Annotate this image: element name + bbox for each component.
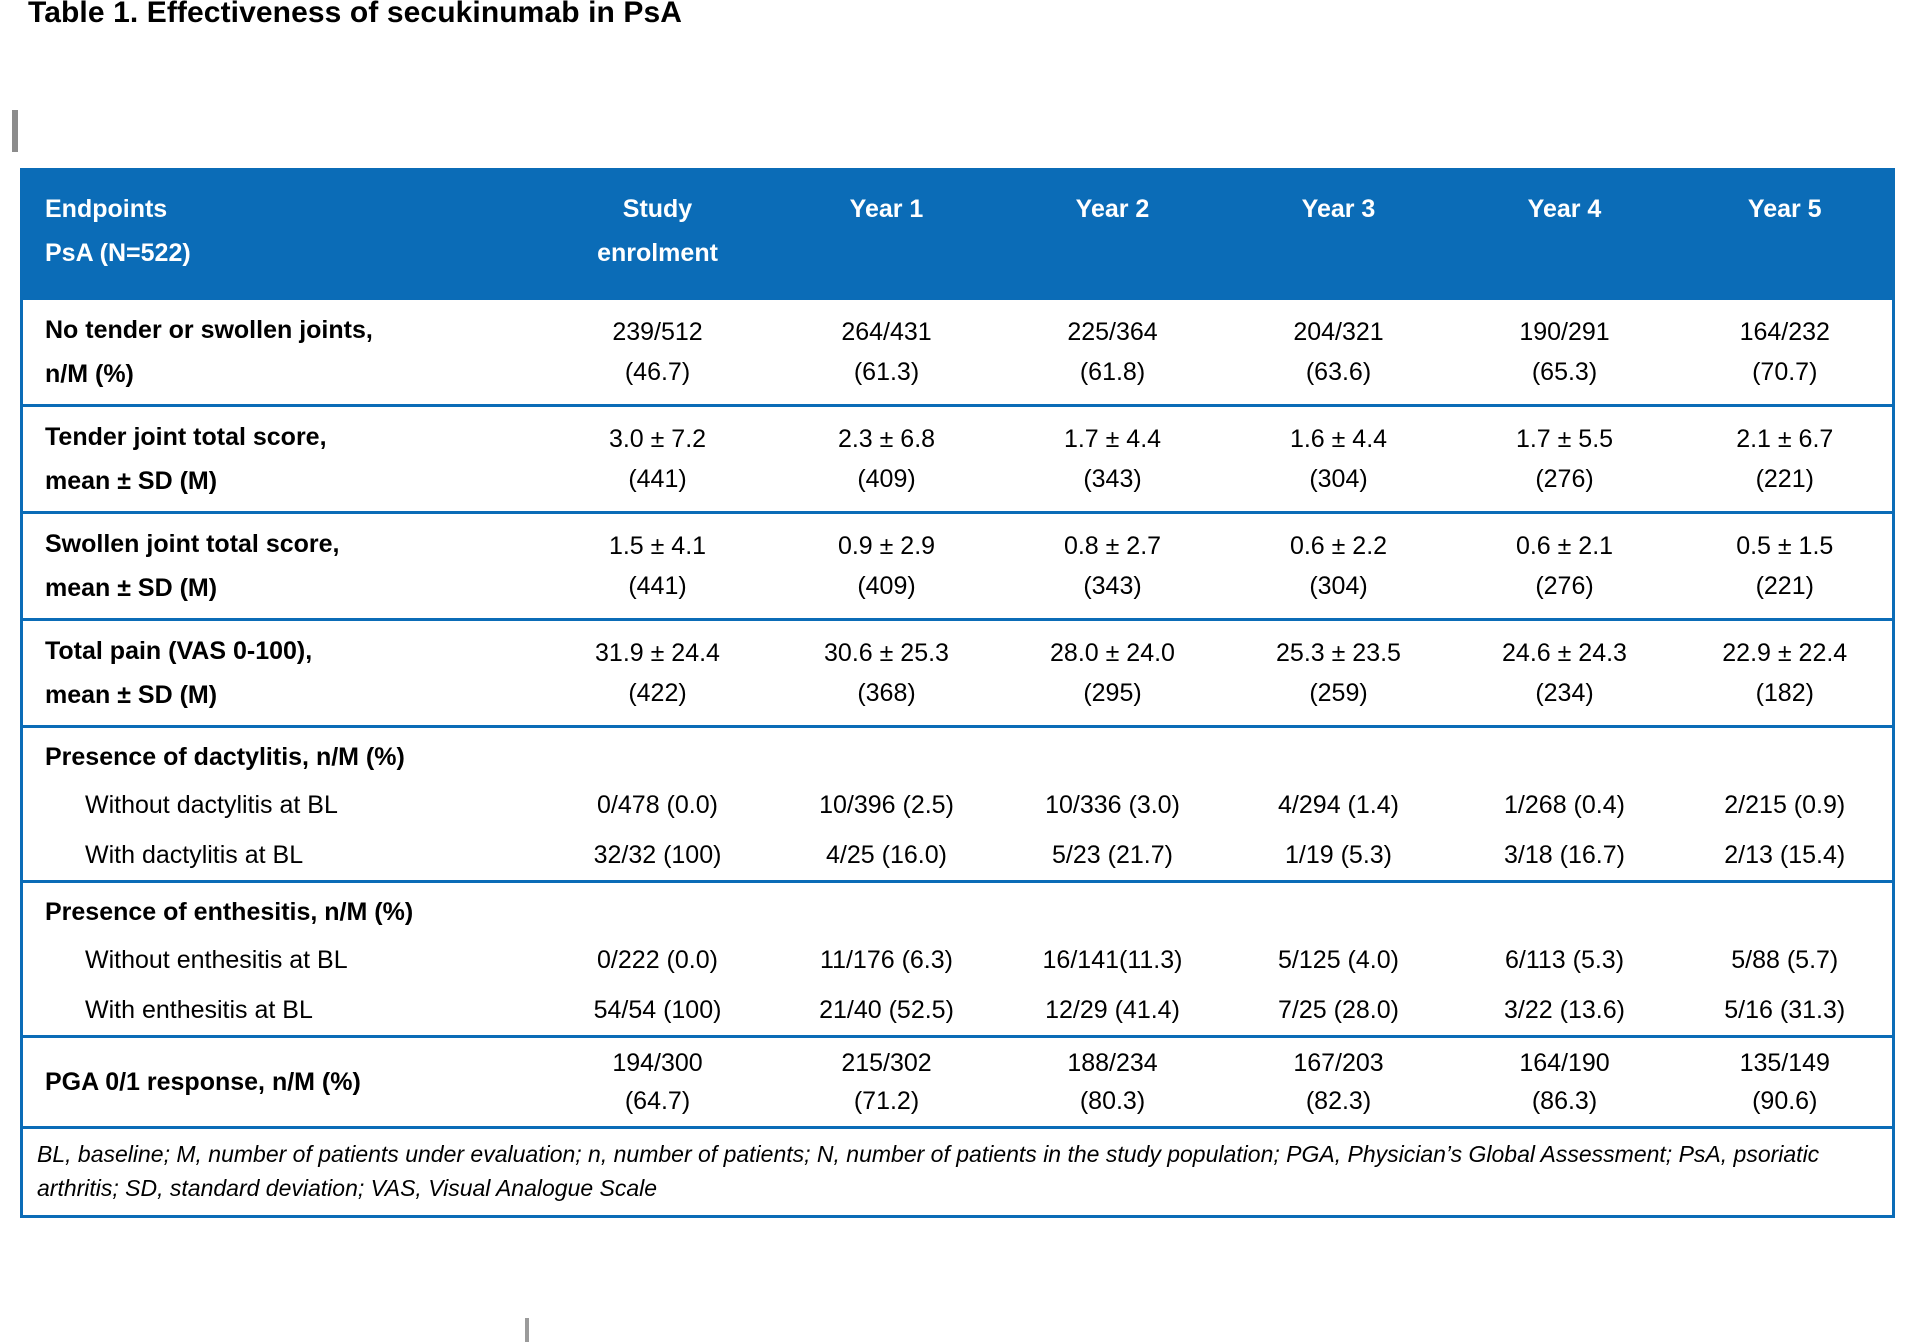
cell-value-primary: 204/321 xyxy=(1293,318,1384,346)
row-label-line1: Swollen joint total score, xyxy=(45,530,340,558)
column-header-year-2: Year 2 xyxy=(1000,170,1226,299)
table-cell: 11/176 (6.3) xyxy=(820,946,953,974)
table-cell: 5/16 (31.3) xyxy=(1724,996,1846,1024)
cell-value-secondary: (368) xyxy=(857,679,916,707)
row-label: With dactylitis at BL xyxy=(85,841,304,869)
table-cell xyxy=(1678,1037,1894,1128)
table-cell xyxy=(542,513,774,620)
cell-value-primary: 164/190 xyxy=(1519,1049,1610,1077)
column-header-year-3: Year 3 xyxy=(1226,170,1452,299)
table-cell: 7/25 (28.0) xyxy=(1278,996,1399,1024)
column-header-study-sub: enrolment xyxy=(597,239,718,267)
cell-value-primary: 2.1 ± 6.7 xyxy=(1736,425,1834,453)
table-footnote-row xyxy=(22,1128,1894,1217)
cell-value-primary: 30.6 ± 25.3 xyxy=(824,639,949,667)
cell-value-secondary: (71.2) xyxy=(853,1087,920,1115)
header-tick-mark xyxy=(1216,418,1219,442)
table-cell: 10/396 (2.5) xyxy=(819,791,954,819)
table-cell xyxy=(542,620,774,727)
cell-value-secondary: (65.3) xyxy=(1531,358,1598,386)
bottom-margin-tick xyxy=(525,1318,529,1342)
cell-value-secondary: (63.6) xyxy=(1305,358,1372,386)
cell-value-secondary: (276) xyxy=(1535,572,1594,600)
cell-value-secondary: (70.7) xyxy=(1752,358,1818,386)
table-cell xyxy=(1678,406,1894,513)
table-cell: 21/40 (52.5) xyxy=(819,996,954,1024)
cell-value-secondary: (422) xyxy=(628,679,687,707)
table-cell: 16/141(11.3) xyxy=(1042,946,1183,974)
cell-value-primary: 25.3 ± 23.5 xyxy=(1276,639,1401,667)
cell-value-primary: 22.9 ± 22.4 xyxy=(1722,639,1848,667)
table-cell: 5/125 (4.0) xyxy=(1278,946,1399,974)
cell-value-primary: 225/364 xyxy=(1067,318,1158,346)
table-cell xyxy=(1000,513,1226,620)
cell-value-secondary: (64.7) xyxy=(624,1087,691,1115)
table-row xyxy=(22,620,1894,727)
table-cell xyxy=(774,299,1000,406)
table-row xyxy=(22,1037,1894,1128)
table-cell xyxy=(1226,299,1452,406)
group-header-label: Presence of enthesitis, n/M (%) xyxy=(22,882,1894,936)
left-margin-rule xyxy=(12,110,18,152)
cell-value-primary: 164/232 xyxy=(1739,318,1830,346)
cell-value-primary: 0.8 ± 2.7 xyxy=(1063,532,1162,560)
table-cell xyxy=(1452,1037,1678,1128)
table-cell: 32/32 (100) xyxy=(593,841,722,869)
column-header-year-4: Year 4 xyxy=(1452,170,1678,299)
cell-value-secondary: (221) xyxy=(1755,465,1814,493)
table-cell: 1/19 (5.3) xyxy=(1284,841,1392,869)
cell-value-secondary: (276) xyxy=(1535,465,1594,493)
cell-value-primary: 0.9 ± 2.9 xyxy=(837,532,936,560)
table-cell xyxy=(774,1037,1000,1128)
cell-value-primary: 31.9 ± 24.4 xyxy=(595,639,720,667)
table-body xyxy=(22,299,1894,1217)
table-cell xyxy=(1226,620,1452,727)
cell-value-secondary: (61.8) xyxy=(1079,358,1146,386)
cell-value-secondary: (441) xyxy=(628,465,687,493)
cell-value-secondary: (304) xyxy=(1309,572,1368,600)
row-label xyxy=(22,620,542,727)
table-cell: 5/88 (5.7) xyxy=(1731,946,1839,974)
row-label-line1: No tender or swollen joints, xyxy=(45,316,373,344)
cell-value-primary: 1.6 ± 4.4 xyxy=(1289,425,1388,453)
cell-value-secondary: (80.3) xyxy=(1079,1087,1146,1115)
cell-value-primary: 0.6 ± 2.2 xyxy=(1289,532,1388,560)
row-label-line2: mean ± SD (M) xyxy=(45,467,218,495)
row-label: PGA 0/1 response, n/M (%) xyxy=(22,1037,542,1128)
table-cell: 3/18 (16.7) xyxy=(1504,841,1625,869)
table-row xyxy=(22,780,1894,830)
cell-value-primary: 0.6 ± 2.1 xyxy=(1515,532,1614,560)
page-title: Table 1. Effectiveness of secukinumab in PsA xyxy=(28,0,683,29)
table-cell xyxy=(1678,620,1894,727)
group-header-row xyxy=(22,727,1894,781)
cell-value-secondary: (182) xyxy=(1755,679,1814,707)
table-cell xyxy=(1678,299,1894,406)
table-cell xyxy=(1000,299,1226,406)
row-label xyxy=(22,406,542,513)
table-row xyxy=(22,985,1894,1037)
row-label: Without dactylitis at BL xyxy=(85,791,338,819)
column-header-year-5: Year 5 xyxy=(1678,170,1894,299)
cell-value-primary: 215/302 xyxy=(841,1049,932,1077)
table-cell xyxy=(542,299,774,406)
cell-value-primary: 3.0 ± 7.2 xyxy=(608,425,707,453)
table-row xyxy=(22,830,1894,882)
column-header-study-label: Study xyxy=(622,195,693,223)
cell-value-primary: 28.0 ± 24.0 xyxy=(1050,639,1175,667)
table-cell xyxy=(774,513,1000,620)
cell-value-primary: 2.3 ± 6.8 xyxy=(837,425,936,453)
table-header xyxy=(22,170,1894,299)
effectiveness-table-wrapper xyxy=(20,168,1892,1218)
table-cell xyxy=(1452,299,1678,406)
cell-value-secondary: (86.3) xyxy=(1531,1087,1598,1115)
row-label-line1: Total pain (VAS 0-100), xyxy=(45,637,313,665)
table-cell: 3/22 (13.6) xyxy=(1504,996,1625,1024)
table-cell xyxy=(1226,1037,1452,1128)
cell-value-secondary: (295) xyxy=(1083,679,1142,707)
column-header-endpoints xyxy=(22,170,542,299)
cell-value-secondary: (409) xyxy=(857,465,916,493)
table-footnote: BL, baseline; M, number of patients under evaluation; n, number of patients; N, number of patients in the study population; PGA, Physician’s Global Assessment; PsA, psoriatic arthritis; SD, standard deviation; VAS, Visual Analogue Scale xyxy=(22,1128,1894,1217)
table-row xyxy=(22,935,1894,985)
row-label-line1: Tender joint total score, xyxy=(45,423,327,451)
header-tick-mark xyxy=(765,418,768,442)
row-label xyxy=(22,513,542,620)
table-row xyxy=(22,406,1894,513)
cell-value-secondary: (234) xyxy=(1535,679,1594,707)
cell-value-primary: 188/234 xyxy=(1067,1049,1158,1077)
group-header-row xyxy=(22,882,1894,936)
cell-value-primary: 194/300 xyxy=(612,1049,703,1077)
column-header-endpoints-sub: PsA (N=522) xyxy=(45,239,191,267)
table-cell xyxy=(1452,406,1678,513)
table-cell xyxy=(1452,620,1678,727)
table-cell: 0/222 (0.0) xyxy=(597,946,718,974)
table-cell xyxy=(1226,406,1452,513)
cell-value-primary: 135/149 xyxy=(1739,1049,1830,1077)
cell-value-secondary: (259) xyxy=(1309,679,1368,707)
table-cell xyxy=(1000,620,1226,727)
cell-value-secondary: (304) xyxy=(1309,465,1368,493)
table-cell: 2/13 (15.4) xyxy=(1724,841,1846,869)
table-cell: 2/215 (0.9) xyxy=(1724,791,1846,819)
table-cell: 6/113 (5.3) xyxy=(1504,946,1625,974)
cell-value-secondary: (343) xyxy=(1083,465,1142,493)
table-row xyxy=(22,513,1894,620)
row-label-line2: n/M (%) xyxy=(45,360,134,388)
row-label: With enthesitis at BL xyxy=(85,996,313,1024)
cell-value-primary: 1.7 ± 5.5 xyxy=(1515,425,1614,453)
table-cell xyxy=(542,406,774,513)
table-cell xyxy=(1452,513,1678,620)
table-cell: 1/268 (0.4) xyxy=(1504,791,1625,819)
cell-value-secondary: (90.6) xyxy=(1752,1087,1818,1115)
table-cell: 12/29 (41.4) xyxy=(1045,996,1180,1024)
cell-value-secondary: (409) xyxy=(857,572,916,600)
cell-value-primary: 167/203 xyxy=(1293,1049,1384,1077)
cell-value-primary: 190/291 xyxy=(1519,318,1610,346)
table-header-row xyxy=(22,170,1894,299)
cell-value-primary: 0.5 ± 1.5 xyxy=(1736,532,1834,560)
cell-value-secondary: (46.7) xyxy=(624,358,691,386)
column-header-endpoints-label: Endpoints xyxy=(45,195,168,223)
group-header-label: Presence of dactylitis, n/M (%) xyxy=(22,727,1894,781)
cell-value-secondary: (221) xyxy=(1755,572,1814,600)
table-cell: 10/336 (3.0) xyxy=(1045,791,1180,819)
cell-value-secondary: (343) xyxy=(1083,572,1142,600)
table-cell xyxy=(542,1037,774,1128)
effectiveness-table xyxy=(20,168,1895,1218)
cell-value-primary: 264/431 xyxy=(841,318,932,346)
table-cell xyxy=(1226,513,1452,620)
table-cell: 4/25 (16.0) xyxy=(826,841,947,869)
table-cell xyxy=(1678,513,1894,620)
cell-value-primary: 239/512 xyxy=(612,318,703,346)
table-cell: 0/478 (0.0) xyxy=(597,791,718,819)
table-cell: 5/23 (21.7) xyxy=(1052,841,1173,869)
table-cell: 54/54 (100) xyxy=(593,996,722,1024)
column-header-year-1: Year 1 xyxy=(774,170,1000,299)
table-row xyxy=(22,299,1894,406)
cell-value-primary: 1.5 ± 4.1 xyxy=(608,532,707,560)
cell-value-secondary: (61.3) xyxy=(853,358,920,386)
cell-value-primary: 24.6 ± 24.3 xyxy=(1502,639,1627,667)
cell-value-primary: 1.7 ± 4.4 xyxy=(1063,425,1162,453)
table-cell xyxy=(774,620,1000,727)
row-label-line2: mean ± SD (M) xyxy=(45,574,218,602)
row-label: Without enthesitis at BL xyxy=(85,946,348,974)
table-cell: 4/294 (1.4) xyxy=(1278,791,1399,819)
column-header-study-enrolment xyxy=(542,170,774,299)
table-cell xyxy=(774,406,1000,513)
row-label-line2: mean ± SD (M) xyxy=(45,681,218,709)
table-cell xyxy=(1000,406,1226,513)
cell-value-secondary: (82.3) xyxy=(1305,1087,1372,1115)
table-cell xyxy=(1000,1037,1226,1128)
cell-value-secondary: (441) xyxy=(628,572,687,600)
row-label xyxy=(22,299,542,406)
